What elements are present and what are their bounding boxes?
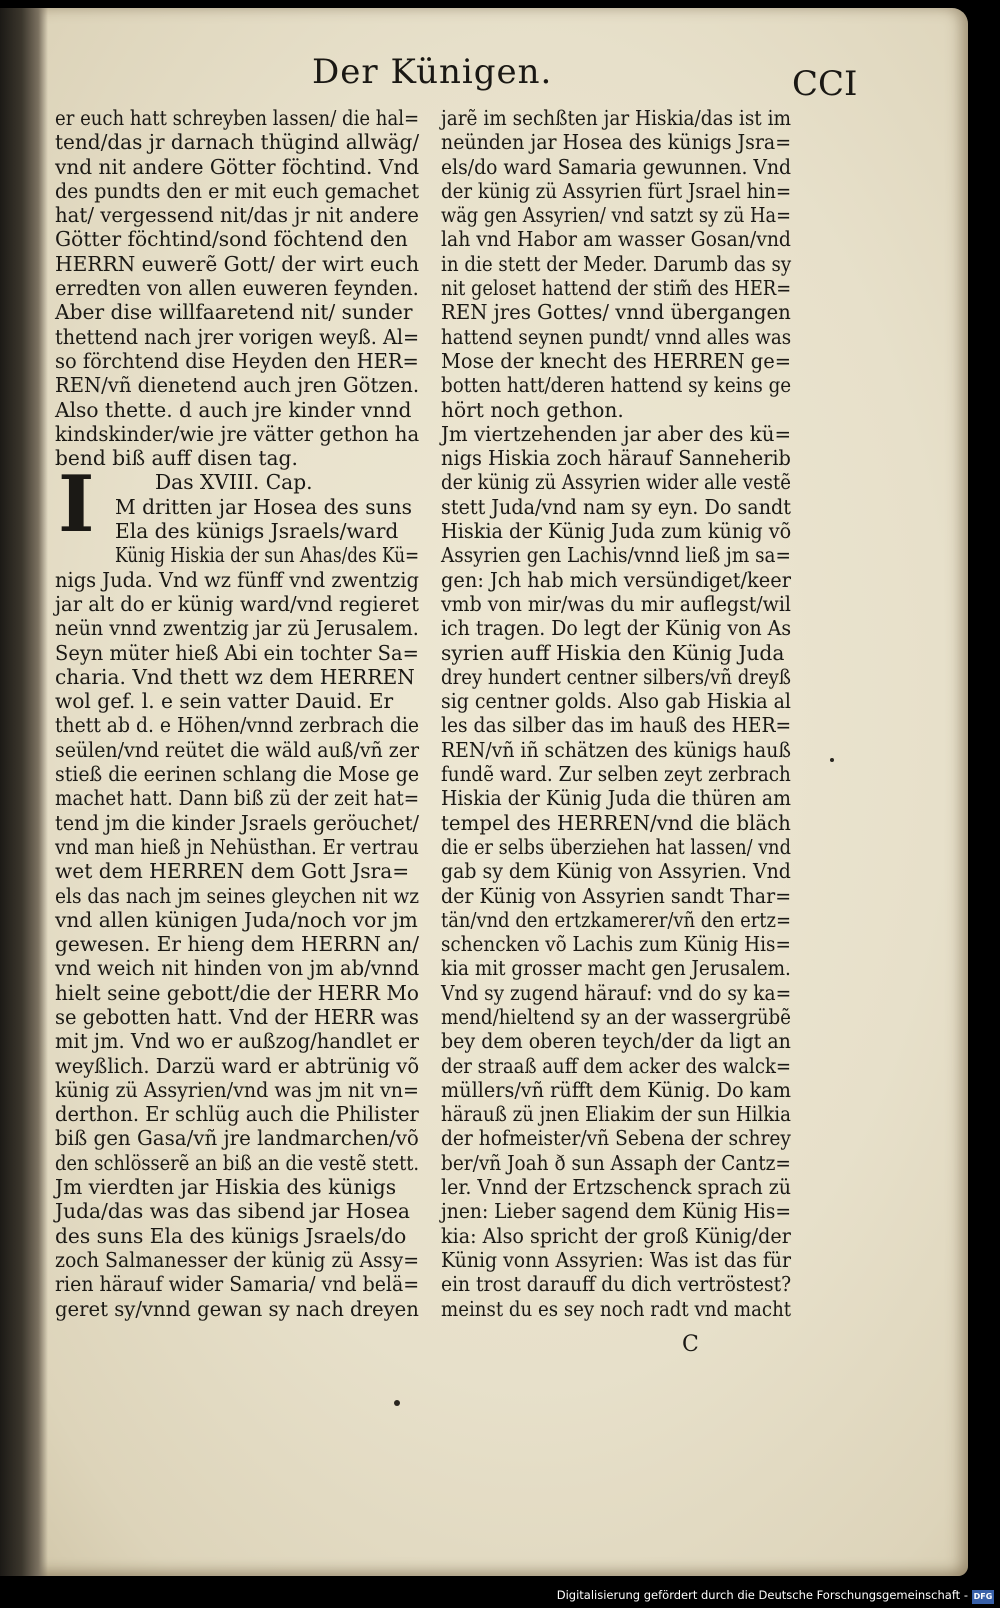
text-line: sig centner golds. Also gab Hiskia al xyxy=(441,689,791,714)
text-line: ber/vñ Joah ð sun Assaph der Cantz= xyxy=(441,1150,791,1175)
text-line: neün vnnd zwentzig jar zü Jerusalem. xyxy=(55,616,419,641)
text-line: Assyrien gen Lachis/vnnd ließ jm sa= xyxy=(441,543,791,568)
text-line: derthon. Er schlüg auch die Philister xyxy=(55,1102,419,1127)
text-line: fundẽ ward. Zur selben zeyt zerbrach xyxy=(441,762,791,787)
text-line: kindskinder/wie jre vätter gethon ha xyxy=(55,421,420,446)
text-line: Jm viertzehenden jar aber des kü= xyxy=(441,421,792,446)
footer-bar xyxy=(0,1586,1000,1608)
text-line: lah vnd Habor am wasser Gosan/vnd xyxy=(441,227,791,252)
text-line: Hiskia der Künig Juda zum künig võ xyxy=(441,519,792,544)
text-line: der künig zü Assyrien fürt Jsrael hin= xyxy=(441,178,792,203)
chapter-heading: Das XVIII. Cap. xyxy=(155,470,313,495)
text-line: rien härauf wider Samaria/ vnd belä= xyxy=(55,1272,420,1297)
text-line: REN/vñ dienetend auch jren Götzen. xyxy=(55,373,420,398)
text-line: Götter föchtind/sond föchtend den xyxy=(55,227,408,252)
text-line: els das nach jm seines gleychen nit wz xyxy=(55,883,420,908)
text-line: erredten von allen euweren feynden. xyxy=(55,276,419,301)
text-line: els/do ward Samaria gewunnen. Vnd xyxy=(441,154,792,179)
text-line: botten hatt/deren hattend sy keins ge xyxy=(441,373,792,398)
text-line: vmb von mir/was du mir auflegst/wil xyxy=(441,591,791,616)
text-line: wäg gen Assyrien/ vnd satzt sy zü Ha= xyxy=(441,203,791,228)
text-line: zoch Salmanesser der künig zü Assy= xyxy=(55,1247,420,1272)
text-line: nigs Hiskia zoch härauf Sanneherib xyxy=(441,446,791,471)
text-line: HERRN euwerẽ Gott/ der wirt euch xyxy=(55,251,420,276)
text-line: drey hundert centner silbers/vñ dreyß xyxy=(441,664,791,689)
text-line: ein trost darauff du dich vertröstest? xyxy=(441,1272,792,1297)
text-line: Aber dise willfaaretend nit/ sunder xyxy=(55,300,413,325)
left-text-column xyxy=(55,106,419,1321)
text-line: vnd weich nit hinden von jm ab/vnnd xyxy=(55,956,420,981)
text-line: mend/hieltend sy an der wassergrübẽ xyxy=(441,1004,791,1029)
running-head: Der Künigen. xyxy=(312,52,553,92)
text-line: Künig Hiskia der sun Ahas/des Kü= xyxy=(115,543,420,568)
text-line: tend jm die kinder Jsraels geröuchet/ xyxy=(55,810,420,835)
text-line: kia mit grosser macht gen Jerusalem. xyxy=(441,956,791,981)
text-line: seülen/vnd reütet die wäld auß/vñ zer xyxy=(55,737,420,762)
book-gutter xyxy=(0,8,48,1576)
text-line: des pundts den er mit euch gemachet xyxy=(55,178,420,203)
text-line: hört noch gethon. xyxy=(441,397,624,422)
text-line: bey dem oberen teych/der da ligt an xyxy=(441,1029,791,1054)
text-line: in die stett der Meder. Darumb das sy xyxy=(441,251,792,276)
text-line: gen: Jch hab mich versündiget/keer xyxy=(441,567,791,592)
text-line: meinst du es sey noch radt vnd macht xyxy=(441,1296,792,1321)
text-line: wet dem HERREN dem Gott Jsra= xyxy=(55,859,410,884)
text-line: der hofmeister/vñ Sebena der schrey xyxy=(441,1126,791,1151)
text-line: syrien auff Hiskia den Künig Juda xyxy=(441,640,785,665)
text-line: ler. Vnnd der Ertzschenck sprach zü xyxy=(441,1175,792,1200)
text-line: tend/das jr darnach thügind allwäg/ xyxy=(55,130,420,155)
text-line: den schlösserẽ an biß an die vestẽ stett. xyxy=(55,1150,420,1175)
text-line: REN jres Gottes/ vnnd übergangen xyxy=(441,300,791,325)
text-line: M dritten jar Hosea des suns xyxy=(115,494,412,519)
text-line: wol gef. l. e sein vatter Dauid. Er xyxy=(55,689,394,714)
funding-credit: Digitalisierung gefördert durch die Deutsche Forschungsgemeinschaft - xyxy=(556,1588,968,1602)
text-line: schencken võ Lachis zum Künig His= xyxy=(441,932,791,957)
text-line: charia. Vnd thett wz dem HERREN xyxy=(55,664,415,689)
text-line: les das silber das im hauß des HER= xyxy=(441,713,792,738)
text-line: Mose der knecht des HERREN ge= xyxy=(441,348,792,373)
text-line: jarẽ im sechßten jar Hiskia/das ist im xyxy=(441,106,791,130)
text-line: hielt seine gebott/die der HERR Mo xyxy=(55,980,419,1005)
text-line: müllers/vñ rüfft dem Künig. Do kam xyxy=(441,1077,791,1102)
catchword: C xyxy=(682,1332,699,1357)
text-line: vnd allen künigen Juda/noch vor jm xyxy=(55,907,418,932)
text-line: tän/vnd den ertzkamerer/vñ den ertz= xyxy=(441,907,791,932)
text-line: nigs Juda. Vnd wz fünff vnd zwentzig xyxy=(55,567,419,592)
ink-speck xyxy=(394,1400,400,1406)
text-line: Vnd sy zugend härauf: vnd do sy ka= xyxy=(441,980,792,1005)
text-line: bend biß auff disen tag. xyxy=(55,446,298,471)
text-line: machet hatt. Dann biß zü der zeit hat= xyxy=(55,786,420,811)
text-line: der Künig von Assyrien sandt Thar= xyxy=(441,883,792,908)
text-line: künig zü Assyrien/vnd was jm nit vn= xyxy=(55,1077,420,1102)
text-line: Juda/das was das sibend jar Hosea xyxy=(55,1199,410,1224)
text-line: Seyn müter hieß Abi ein tochter Sa= xyxy=(55,640,419,665)
text-line: thettend nach jrer vorigen weyß. Al= xyxy=(55,324,420,349)
text-line: se gebotten hatt. Vnd der HERR was xyxy=(55,1004,419,1029)
text-line: jar alt do er künig ward/vnd regieret xyxy=(55,591,419,616)
text-line: neünden jar Hosea des künigs Jsra= xyxy=(441,130,792,155)
text-line: ich tragen. Do legt der Künig von As xyxy=(441,616,792,641)
text-line: Hiskia der Künig Juda die thüren am xyxy=(441,786,791,811)
ink-speck xyxy=(830,758,834,762)
text-line: hattend seynen pundt/ vnnd alles was xyxy=(441,324,792,349)
text-line: vnd nit andere Götter föchtind. Vnd xyxy=(55,154,420,179)
text-line: thett ab d. e Höhen/vnnd zerbrach die xyxy=(55,713,419,738)
text-line: härauß zü jnen Eliakim der sun Hilkia xyxy=(441,1102,791,1127)
text-line: geret sy/vnnd gewan sy nach dreyen xyxy=(55,1296,419,1321)
text-line: Jm vierdten jar Hiskia des künigs xyxy=(55,1175,397,1200)
text-line: Künig vonn Assyrien: Was ist das für xyxy=(441,1247,792,1272)
text-line: tempel des HERREN/vnd die bläch xyxy=(441,810,791,835)
text-line: stieß die eerinen schlang die Mose ge xyxy=(55,762,420,787)
text-line: weyßlich. Darzü ward er abtrünig võ xyxy=(55,1053,420,1078)
text-line: kia: Also spricht der groß Künig/der xyxy=(441,1223,791,1248)
text-line: nit geloset hattend der stim̃ des HER= xyxy=(441,276,792,301)
text-line: gab sy dem Künig von Assyrien. Vnd xyxy=(441,859,791,884)
text-line: jnen: Lieber sagend dem Künig His= xyxy=(441,1199,792,1224)
dfg-logo: DFG xyxy=(972,1590,994,1604)
text-line: gewesen. Er hieng dem HERRN an/ xyxy=(55,932,420,957)
drop-cap-initial: I xyxy=(58,459,95,550)
text-line: stett Juda/vnd nam sy eyn. Do sandt xyxy=(441,494,792,519)
right-text-column xyxy=(441,106,791,1321)
text-line: der künig zü Assyrien wider alle vestẽ xyxy=(441,470,791,495)
text-line: REN/vñ iñ schätzen des künigs hauß xyxy=(441,737,791,762)
text-line: die er selbs überziehen hat lassen/ vnd xyxy=(441,834,791,859)
text-line: mit jm. Vnd wo er außzog/handlet er xyxy=(55,1029,420,1054)
folio-number: CCI xyxy=(792,64,858,104)
text-line: vnd man hieß jn Nehüsthan. Er vertrau xyxy=(55,834,419,859)
text-line: er euch hatt schreyben lassen/ die hal= xyxy=(55,106,420,130)
text-line: des suns Ela des künigs Jsraels/do xyxy=(55,1223,407,1248)
text-line: Ela des künigs Jsraels/ward xyxy=(115,519,399,544)
text-line: biß gen Gasa/vñ jre landmarchen/võ xyxy=(55,1126,419,1151)
text-line: hat/ vergessend nit/das jr nit andere xyxy=(55,203,419,228)
text-line: so förchtend dise Heyden den HER= xyxy=(55,348,419,373)
text-line: der straaß auff dem acker des walck= xyxy=(441,1053,792,1078)
text-line: Also thette. d auch jre kinder vnnd xyxy=(55,397,412,422)
